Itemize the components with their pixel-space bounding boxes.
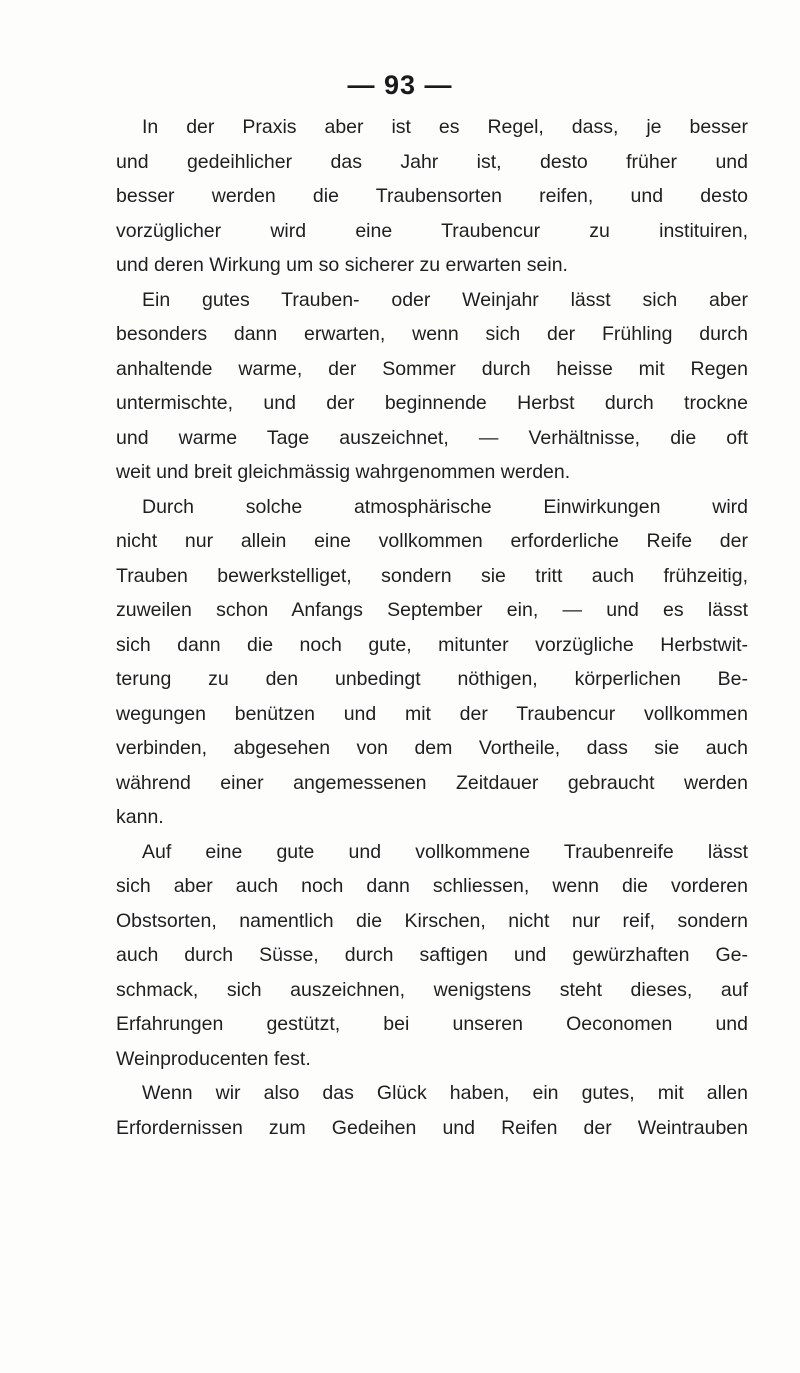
text-line: terung zu den unbedingt nöthigen, körperlichen Be-	[116, 668, 748, 690]
text-line: auch durch Süsse, durch saftigen und gewürzhaften Ge-	[116, 944, 748, 966]
text-line: besonders dann erwarten, wenn sich der Frühling durch	[116, 323, 748, 345]
page-number: — 93 —	[347, 70, 453, 100]
text-line: nicht nur allein eine vollkommen erforderliche Reife der	[116, 530, 748, 552]
text-line: Auf eine gute und vollkommene Traubenreife lässt	[142, 840, 748, 863]
text-line: weit und breit gleichmässig wahrgenommen werden.	[116, 461, 571, 483]
text-line: und deren Wirkung um so sicherer zu erwarten sein.	[116, 254, 568, 276]
text-line: und gedeihlicher das Jahr ist, desto früher und	[116, 150, 748, 173]
text-line: Wenn wir also das Glück haben, ein gutes, mit allen	[142, 1082, 748, 1104]
text-line: Trauben bewerkstelliget, sondern sie tritt auch frühzeitig,	[116, 564, 748, 587]
text-line: verbinden, abgesehen von dem Vortheile, dass sie auch	[116, 737, 748, 759]
text-line: In der Praxis aber ist es Regel, dass, je besser	[142, 116, 748, 138]
text-line: untermischte, und der beginnende Herbst durch trockne	[116, 392, 748, 414]
text-line: Erfahrungen gestützt, bei unseren Oeconomen und	[116, 1013, 748, 1035]
text-line: wegungen benützen und mit der Traubencur vollkommen	[116, 702, 748, 725]
text-line: sich dann die noch gute, mitunter vorzügliche Herbstwit-	[116, 633, 748, 656]
text-line: sich aber auch noch dann schliessen, wenn die vorderen	[116, 875, 748, 897]
text-line: Durch solche atmosphärische Einwirkungen wird	[142, 495, 748, 518]
text-line: Obstsorten, namentlich die Kirschen, nicht nur reif, sondern	[116, 909, 748, 932]
text-line: Ein gutes Trauben- oder Weinjahr lässt sich aber	[142, 288, 748, 311]
text-line: kann.	[116, 806, 164, 828]
text-line: schmack, sich auszeichnen, wenigstens steht dieses, auf	[116, 978, 748, 1001]
text-line: Erfordernissen zum Gedeihen und Reifen der Weintrauben	[116, 1116, 748, 1139]
text-line: während einer angemessenen Zeitdauer gebraucht werden	[116, 771, 748, 794]
text-line: und warme Tage auszeichnet, — Verhältnisse, die oft	[116, 426, 748, 449]
text-line: zuweilen schon Anfangs September ein, — und es lässt	[116, 599, 748, 621]
body-text	[116, 110, 748, 1145]
text-line: besser werden die Traubensorten reifen, und desto	[116, 185, 748, 207]
text-line: anhaltende warme, der Sommer durch heisse mit Regen	[116, 357, 748, 380]
text-line: vorzüglicher wird eine Traubencur zu instituiren,	[116, 219, 748, 242]
text-line: Weinproducenten fest.	[116, 1047, 311, 1070]
